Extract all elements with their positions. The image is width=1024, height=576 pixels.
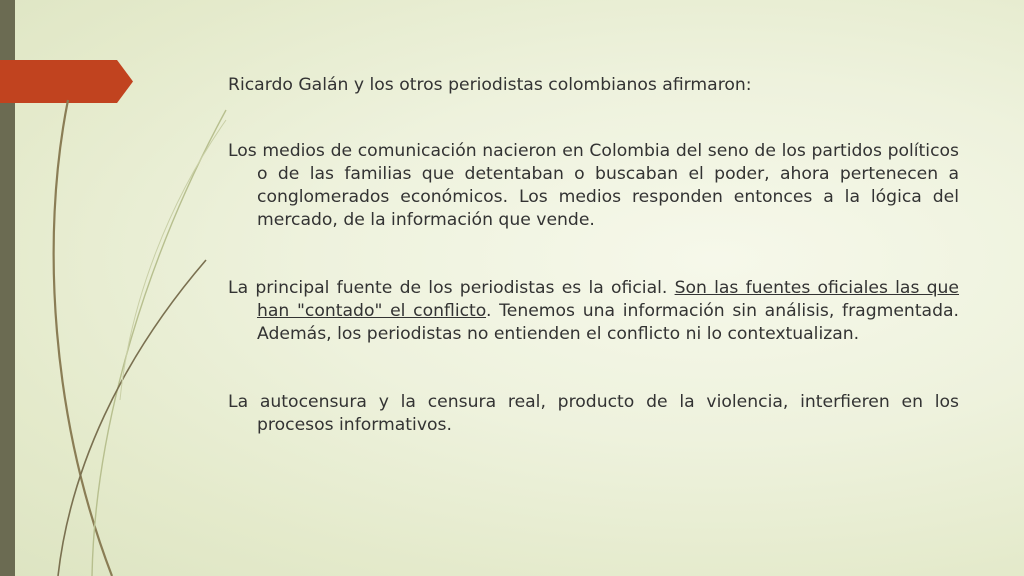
slide-heading: Ricardo Galán y los otros periodistas colombianos afirmaron: — [228, 75, 752, 95]
official-sources-text: La principal fuente de los periodistas es la oficial. — [228, 278, 675, 298]
accent-arrow-tab — [0, 60, 133, 103]
underlined-statement: Son las fuentes oficiales las que han "contado" el conflicto — [257, 278, 960, 321]
slide-content — [228, 74, 959, 437]
official-sources-text-end: . Tenemos una información sin análisis, fragmentada. Además, los periodistas no entienden el conflicto ni lo contextualizan. — [257, 301, 959, 344]
paragraph-censorship: La autocensura y la censura real, producto de la violencia, interfieren en los procesos informativos. — [228, 392, 959, 435]
paragraph-official-sources — [228, 277, 959, 346]
paragraph-media-origins: Los medios de comunicación nacieron en Colombia del seno de los partidos políticos o de las familias que detentaban o buscaban el poder, ahora pertenecen a conglomerados económicos. Los medios responden entonces a la lógica del mercado, de la información que vende. — [228, 141, 959, 230]
